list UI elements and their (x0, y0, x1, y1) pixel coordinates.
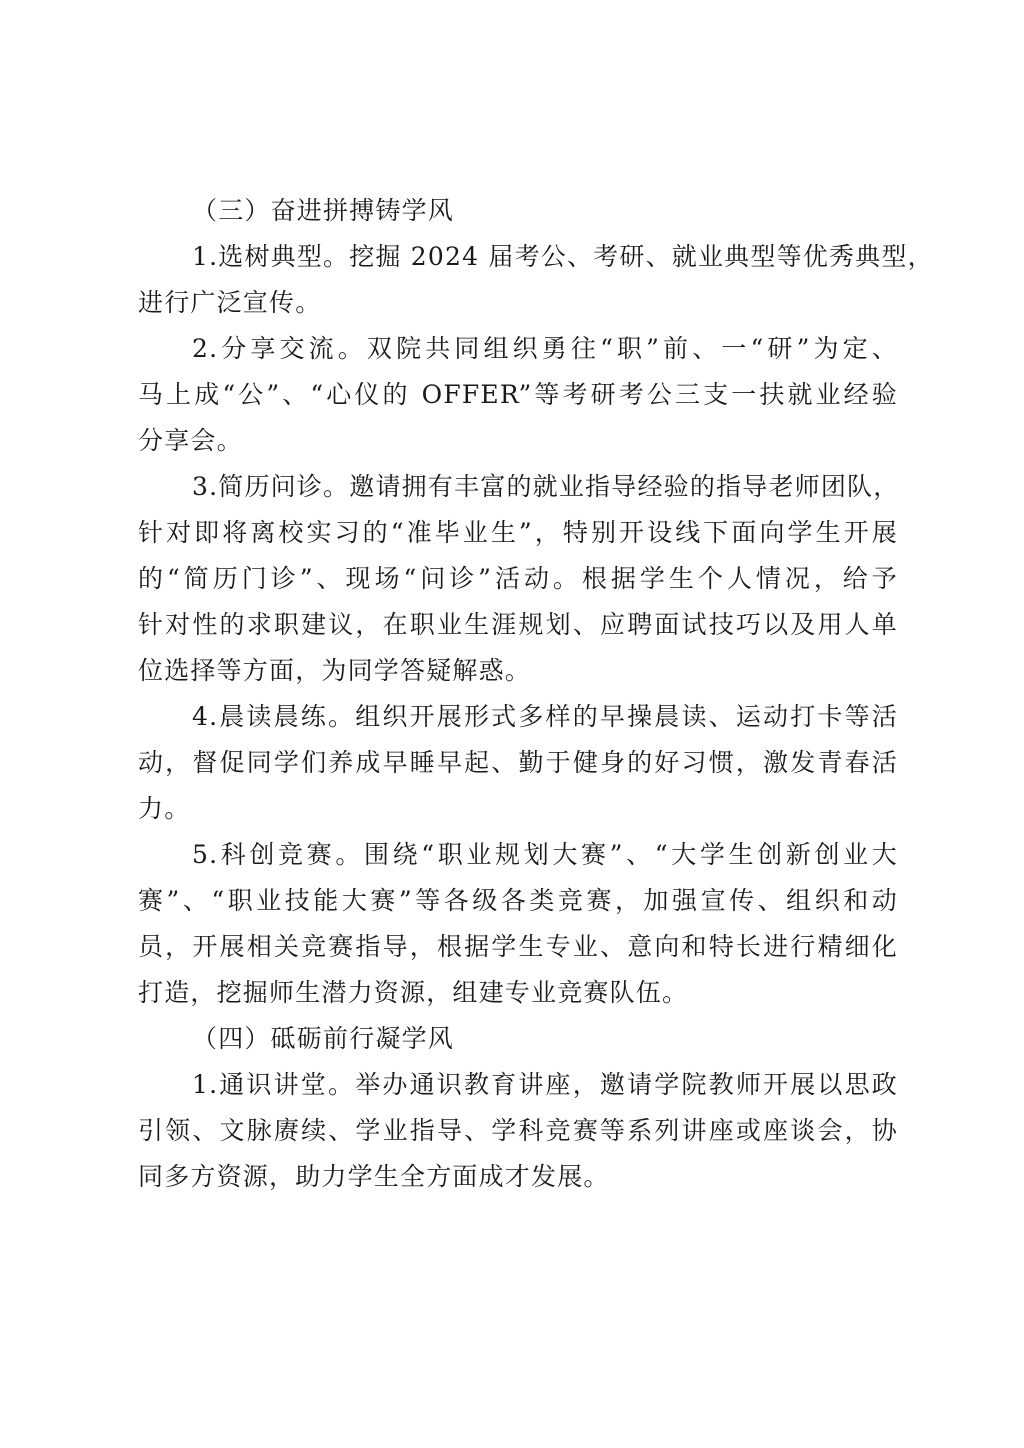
paragraph-line: 1.通识讲堂。举办通识教育讲座，邀请学院教师开展以思政 (192, 1070, 898, 1099)
paragraph-line: 2.分享交流。双院共同组织勇往“职”前、一“研”为定、 (192, 334, 898, 363)
paragraph-line: 3.简历问诊。邀请拥有丰富的就业指导经验的指导老师团队， (192, 472, 900, 501)
paragraph-line: 力。 (138, 794, 191, 823)
item-4-1 (138, 1062, 898, 1200)
paragraph-line: 针对即将离校实习的“准毕业生”，特别开设线下面向学生开展 (138, 518, 898, 547)
item-3-2 (138, 326, 898, 464)
section-heading-4: （四）砥砺前行凝学风 (192, 1024, 455, 1053)
paragraph-line: 打造，挖掘师生潜力资源，组建专业竞赛队伍。 (138, 978, 689, 1007)
paragraph-line: 赛”、“职业技能大赛”等各级各类竞赛，加强宣传、组织和动 (138, 886, 898, 915)
paragraph-line: 的“简历门诊”、现场“问诊”活动。根据学生个人情况，给予 (138, 564, 898, 593)
document-page (138, 188, 934, 1200)
paragraph-line: 进行广泛宣传。 (138, 288, 322, 317)
paragraph-line: 动，督促同学们养成早睡早起、勤于健身的好习惯，激发青春活 (138, 748, 898, 777)
item-3-5 (138, 832, 898, 1016)
paragraph-line: 引领、文脉赓续、学业指导、学科竞赛等系列讲座或座谈会，协 (138, 1116, 898, 1145)
paragraph-line: 分享会。 (138, 426, 243, 455)
paragraph-line: 4.晨读晨练。组织开展形式多样的早操晨读、运动打卡等活 (192, 702, 898, 731)
paragraph-line: 1.选树典型。挖掘 2024 届考公、考研、就业典型等优秀典型， (192, 242, 934, 271)
paragraph-line: 针对性的求职建议，在职业生涯规划、应聘面试技巧以及用人单 (138, 610, 898, 639)
section-heading-3: （三）奋进拼搏铸学风 (192, 196, 455, 225)
paragraph-line: 同多方资源，助力学生全方面成才发展。 (138, 1162, 610, 1191)
paragraph-line: 马上成“公”、“心仪的 OFFER”等考研考公三支一扶就业经验 (138, 380, 898, 409)
paragraph-line: 位选择等方面，为同学答疑解惑。 (138, 656, 532, 685)
paragraph-line: 员，开展相关竞赛指导，根据学生专业、意向和特长进行精细化 (138, 932, 898, 961)
item-3-3 (138, 464, 898, 694)
paragraph-line: 5.科创竞赛。围绕“职业规划大赛”、“大学生创新创业大 (192, 840, 898, 869)
item-3-1 (138, 234, 934, 326)
item-3-4 (138, 694, 898, 832)
